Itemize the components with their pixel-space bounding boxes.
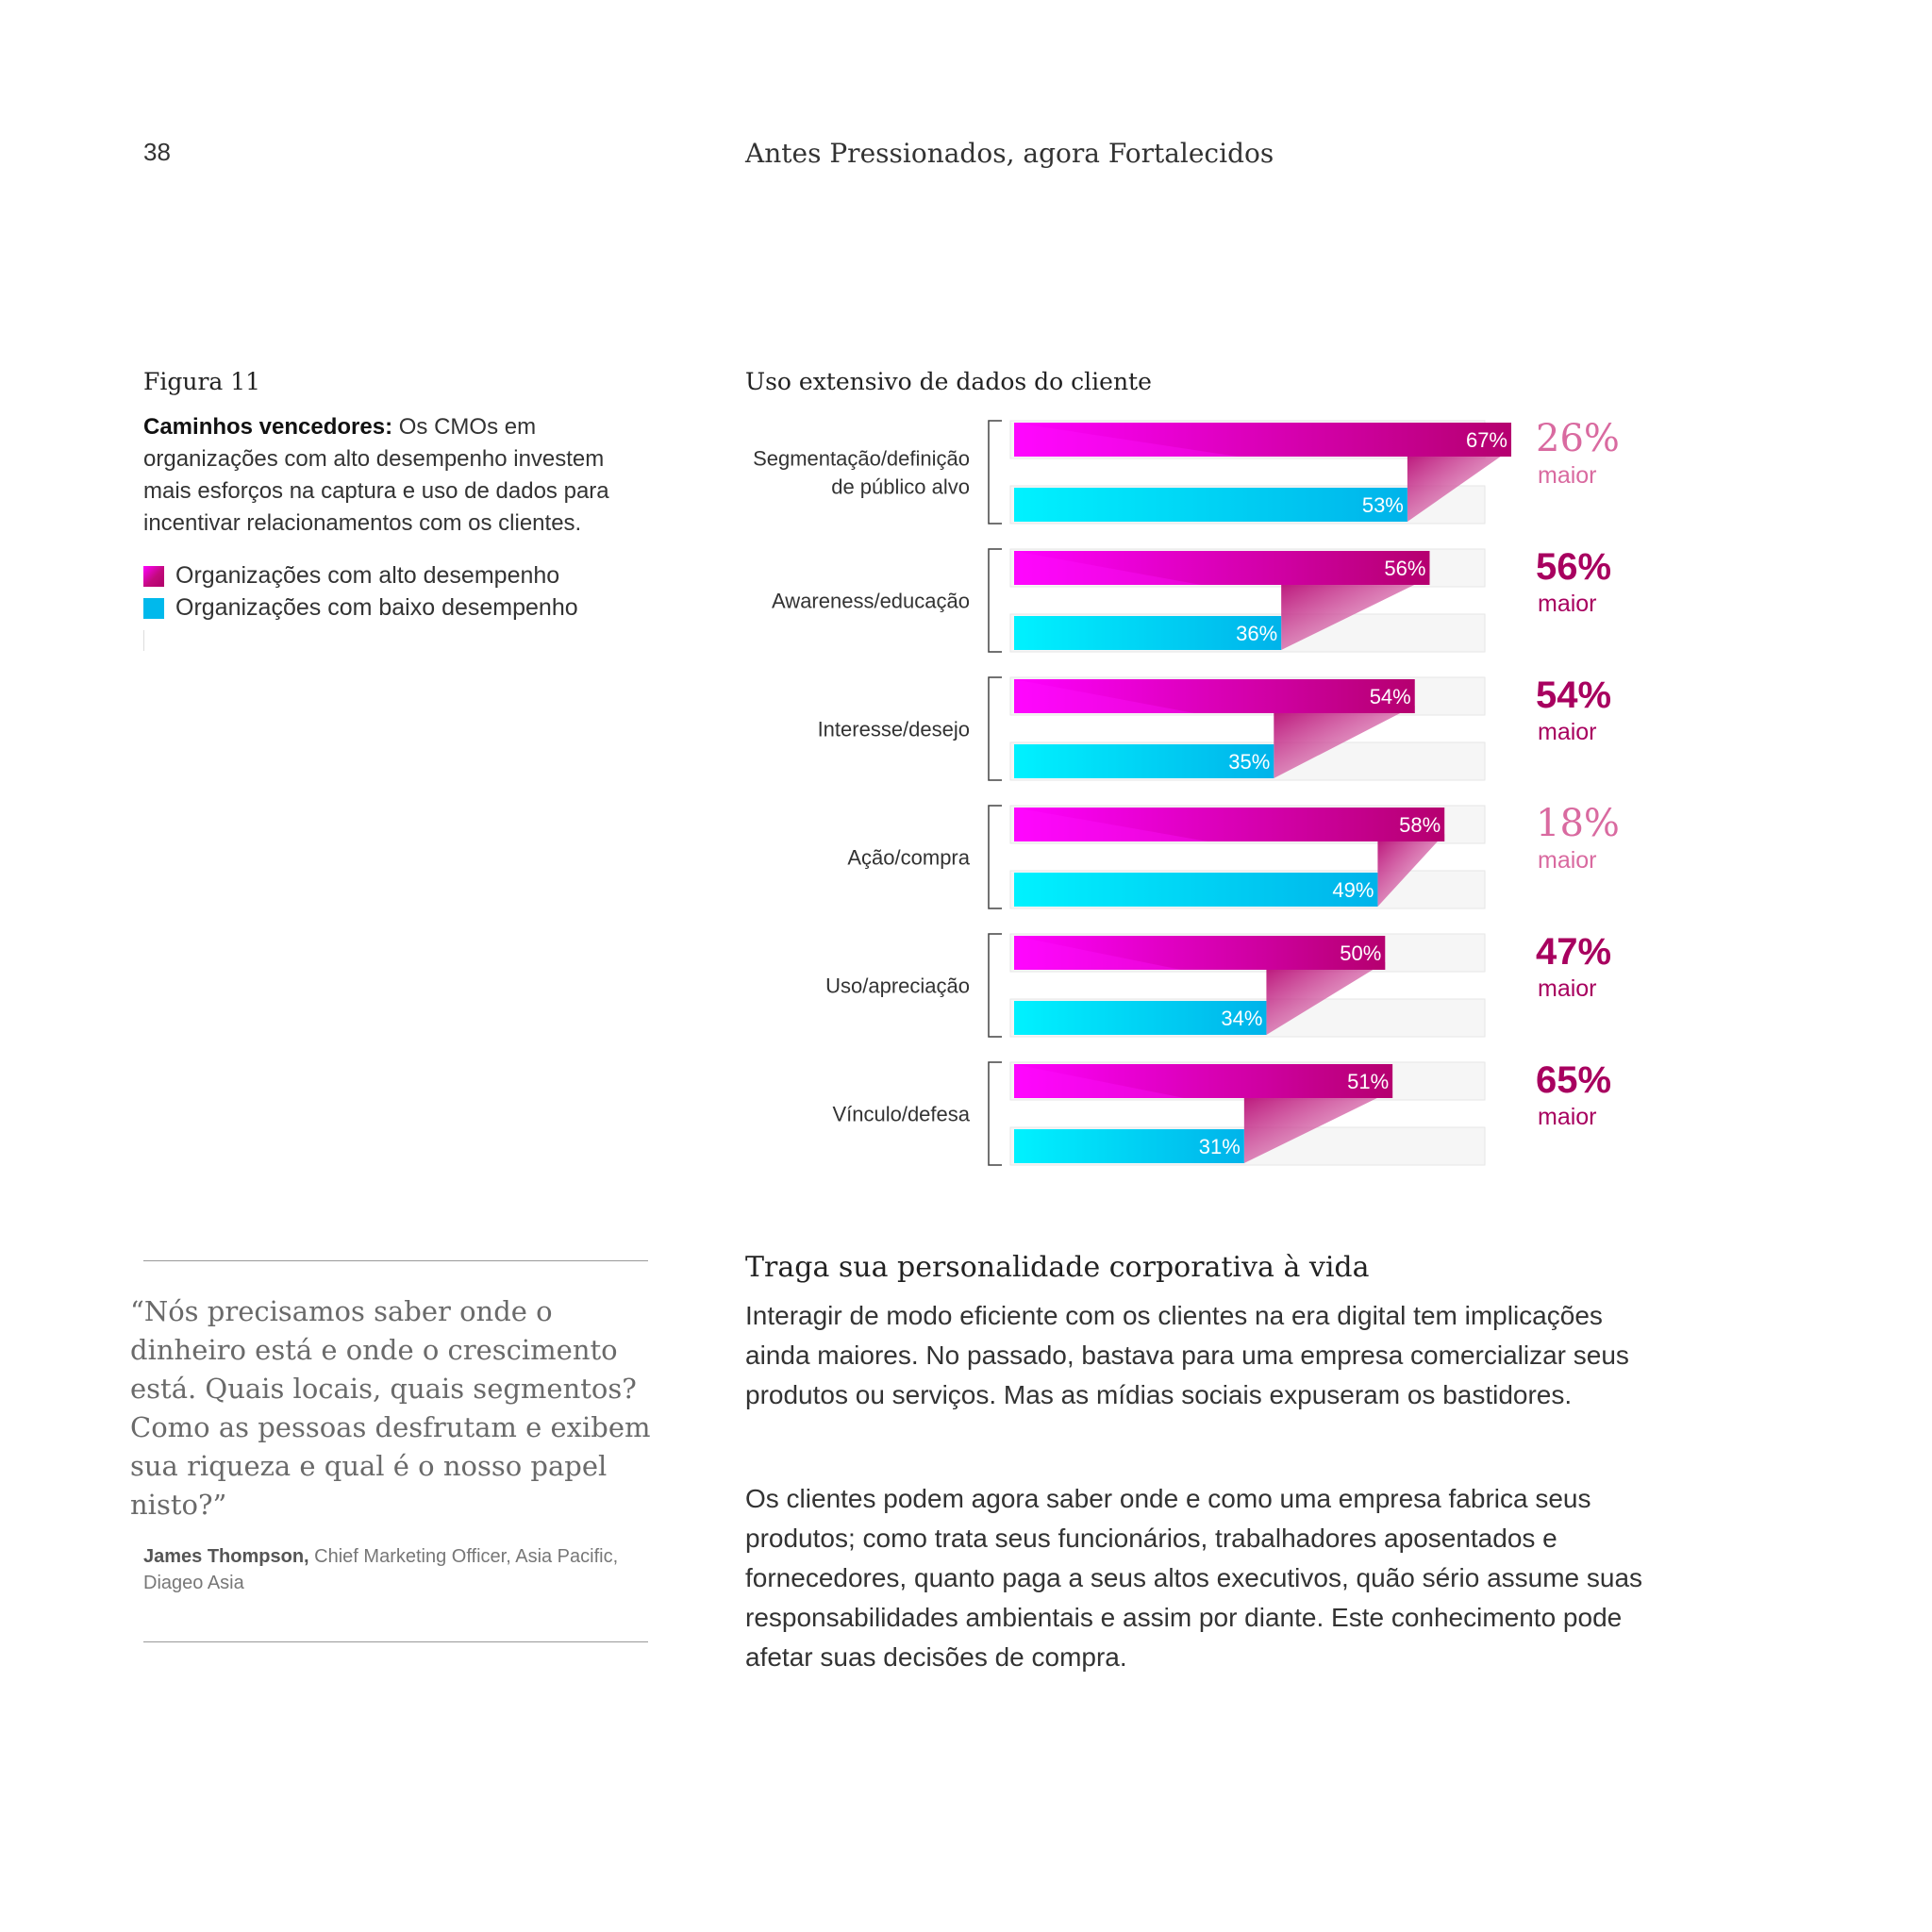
figure-caption-lead: Caminhos vencedores: bbox=[143, 414, 393, 440]
difference-suffix: maior bbox=[1538, 847, 1597, 874]
quote-rule-bottom bbox=[143, 1641, 648, 1642]
bar-value-label-high: 67% bbox=[1465, 428, 1507, 452]
bar-value-label-high: 58% bbox=[1399, 813, 1441, 837]
quote-author: James Thompson, bbox=[143, 1546, 309, 1567]
category-bracket bbox=[989, 421, 1002, 524]
category-label: Ação/compra bbox=[847, 845, 970, 870]
bar-value-label-high: 50% bbox=[1340, 941, 1382, 965]
category-label: Interesse/desejo bbox=[817, 717, 970, 741]
page-number: 38 bbox=[143, 138, 171, 166]
category-label: Uso/apreciação bbox=[825, 974, 970, 998]
figure-caption-text: Os CMOs em organizações com alto desempenho investem mais esforços na captura e uso de dados para incentivar relacionamentos com os clientes. bbox=[143, 414, 609, 536]
section-heading: Traga sua personalidade corporativa à vida bbox=[745, 1251, 1370, 1284]
body-paragraph-1: Interagir de modo eficiente com os clientes na era digital tem implicações ainda maiores. No passado, bastava para uma empresa comercializar seus produtos ou serviços. Mas as mídias sociais expuseram os bastidores. bbox=[745, 1301, 1629, 1409]
bar-value-label-low: 34% bbox=[1221, 1007, 1263, 1030]
chart-title: Uso extensivo de dados do cliente bbox=[745, 368, 1152, 395]
bar-low bbox=[1014, 873, 1377, 907]
running-header: Antes Pressionados, agora Fortalecidos bbox=[745, 138, 1274, 169]
figure-label: Figura 11 bbox=[143, 368, 261, 395]
category-bracket bbox=[989, 934, 1002, 1037]
category-label: Vínculo/defesa bbox=[832, 1102, 970, 1126]
difference-suffix: maior bbox=[1538, 1104, 1597, 1130]
legend-label-low: Organizações com baixo desempenho bbox=[175, 594, 578, 621]
legend-label-high: Organizações com alto desempenho bbox=[175, 562, 560, 589]
category-bracket bbox=[989, 677, 1002, 780]
bar-value-label-low: 36% bbox=[1236, 622, 1278, 645]
category-bracket bbox=[989, 806, 1002, 908]
difference-value: 26% bbox=[1536, 417, 1620, 460]
difference-suffix: maior bbox=[1538, 462, 1597, 489]
bar-value-label-high: 54% bbox=[1369, 685, 1411, 708]
bar-low bbox=[1014, 488, 1407, 522]
bar-value-label-low: 53% bbox=[1361, 493, 1404, 517]
difference-value: 56% bbox=[1536, 546, 1612, 588]
quote-attribution bbox=[143, 1543, 653, 1596]
difference-value: 65% bbox=[1536, 1059, 1612, 1101]
bar-value-label-low: 35% bbox=[1228, 750, 1271, 774]
category-label: Awareness/educação bbox=[772, 589, 970, 613]
difference-value: 18% bbox=[1536, 802, 1620, 845]
bar-value-label-high: 51% bbox=[1347, 1070, 1390, 1093]
bar-value-label-low: 31% bbox=[1198, 1135, 1241, 1158]
body-paragraph-2: Os clientes podem agora saber onde e como uma empresa fabrica seus produtos; como trata seus funcionários, trabalhadores aposentados e fornecedores, quanto paga a seus altos executivos, quão sério assume suas responsabilidades ambientais e assim por diante. Este conhecimento pode afetar suas decisões de compra. bbox=[745, 1484, 1643, 1672]
difference-value: 54% bbox=[1536, 675, 1612, 716]
difference-suffix: maior bbox=[1538, 975, 1597, 1002]
quote-rule-top bbox=[143, 1260, 648, 1261]
difference-suffix: maior bbox=[1538, 591, 1597, 617]
category-label: Segmentação/definição bbox=[753, 446, 970, 471]
difference-value: 47% bbox=[1536, 931, 1612, 973]
category-bracket bbox=[989, 1062, 1002, 1165]
category-label: de público alvo bbox=[831, 475, 970, 499]
pull-quote: “Nós precisamos saber onde o dinheiro está e onde o crescimento está. Quais locais, quais segmentos? Como as pessoas desfrutam e exibem sua riqueza e qual é o nosso papel nisto?” bbox=[130, 1295, 651, 1521]
quote-role: Chief Marketing Officer, Asia Pacific, Diageo Asia bbox=[143, 1546, 619, 1593]
difference-suffix: maior bbox=[1538, 719, 1597, 745]
chart-plot-area bbox=[753, 417, 1620, 1165]
category-bracket bbox=[989, 549, 1002, 652]
bar-value-label-low: 49% bbox=[1332, 878, 1374, 902]
bar-value-label-high: 56% bbox=[1384, 557, 1426, 580]
